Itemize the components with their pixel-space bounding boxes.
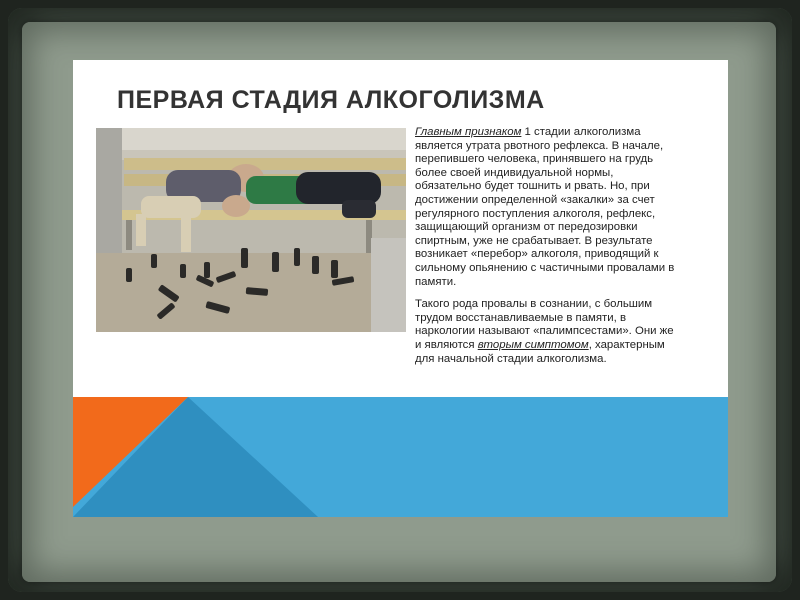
- decorative-shapes: [73, 397, 728, 517]
- photo-drunk-men-on-bench: [96, 128, 406, 332]
- paragraph-2-text-after: , характерным для начальной стадии алкоголизма.: [415, 338, 665, 365]
- slide-title: ПЕРВАЯ СТАДИЯ АЛКОГОЛИЗМА: [117, 86, 545, 114]
- slide: [73, 60, 728, 517]
- main-sign-emphasis: Главным признаком: [415, 126, 522, 138]
- paragraph-2: [415, 298, 675, 366]
- paragraph-1-text: 1 стадии алкоголизма является утрата рвотного рефлекса. В начале, перепившего человека, принявшего на грудь более своей индивидуальной нормы, обязательно будет тошнить и рвать. Но, при достижении определенной «закалки» за счет регулярного поступления алкоголя, рефлекс, защищающий организм от передозировки спиртным, уже не срабатывает. В результате возникает «перебор» алкоголя, приводящий к сильному опьянению с частичными провалами в памяти.: [415, 126, 675, 288]
- text-column: [415, 126, 675, 375]
- photo: [96, 128, 406, 332]
- paragraph-2-text-before: Такого рода провалы в сознании, с большим трудом восстанавливаемые в памяти, в наркологии называют «палимпсестами». Они же и являются: [415, 298, 674, 351]
- paragraph-1: [415, 126, 675, 289]
- second-symptom-emphasis: вторым симптомом: [477, 338, 589, 351]
